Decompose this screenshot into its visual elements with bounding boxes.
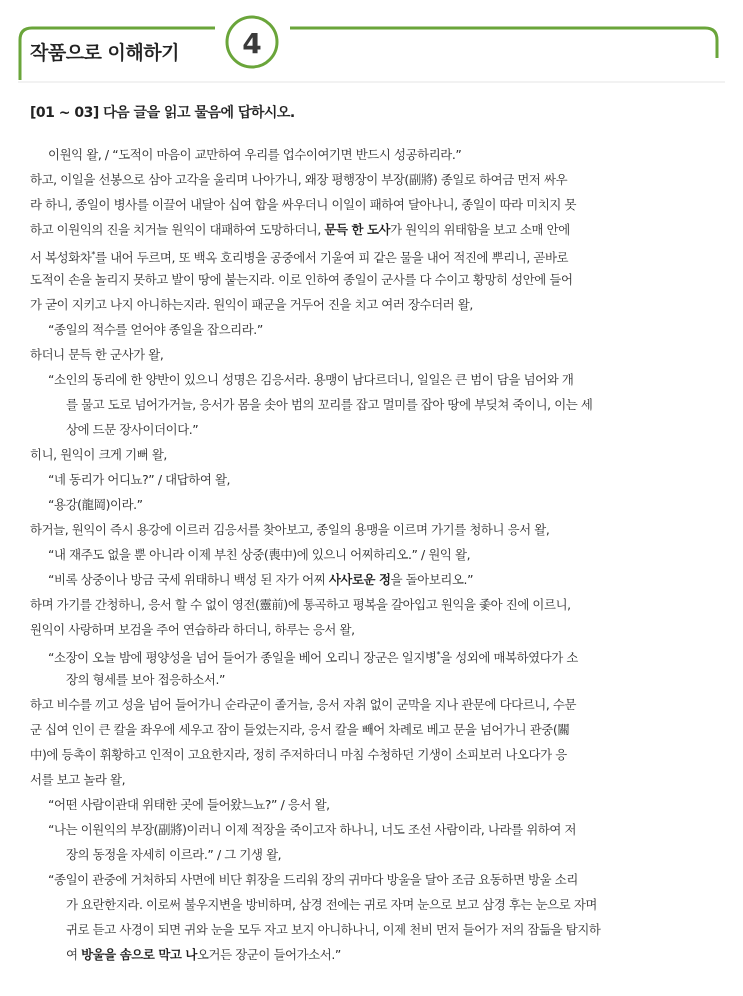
passage-text: “소인의 동리에 한 양반이 있으니 성명은 김응서라. 용맹이 남다르더니, 일일은 큰 범이 담을 넘어와 개	[48, 372, 574, 387]
passage-line	[30, 242, 715, 267]
passage-line	[30, 617, 715, 642]
passage-line	[30, 467, 715, 492]
question-instruction	[30, 102, 295, 122]
passage-line	[30, 767, 715, 792]
section-title: 작품으로 이해하기	[30, 42, 179, 64]
passage-text: 도적이 손을 놀리지 못하고 발이 땅에 붙는지라. 이로 인하여 종일이 군사를 다 수이고 황망히 성안에 들어	[30, 272, 573, 287]
passage-text: 를 내어 두르며, 또 백옥 호리병을 공중에서 기울여 피 같은 물을 내어 적진에 뿌리니, 곧바로	[95, 250, 569, 266]
passage-text: 장의 형세를 보아 접응하소서.”	[66, 672, 226, 687]
passage-text: 서를 보고 놀라 왈,	[30, 772, 126, 787]
passage-line	[30, 267, 715, 292]
passage-line	[30, 592, 715, 617]
passage-line	[30, 167, 715, 192]
passage-line	[30, 942, 715, 967]
passage-text: 상에 드문 장사이더이다.”	[66, 422, 199, 437]
passage-text: 하고 이원익의 진을 치거늘 원익이 대패하여 도망하더니,	[30, 222, 325, 237]
passage-text: 장의 동정을 자세히 이르라.” / 그 기생 왈,	[66, 847, 282, 862]
passage-line	[30, 567, 715, 592]
emphasized-phrase: 방울을 솜으로 막고 나	[81, 947, 197, 962]
emphasized-phrase: 사사로운 정	[328, 572, 391, 587]
passage-line	[30, 792, 715, 817]
passage-line	[30, 342, 715, 367]
passage-text: “네 동리가 어디뇨?” / 대답하여 왈,	[48, 472, 231, 487]
passage-text: 가 요란한지라. 이로써 불우지변을 방비하며, 삼경 전에는 귀로 자며 눈으로 보고 삼경 후는 눈으로 자며	[66, 897, 597, 912]
passage-body	[30, 142, 715, 967]
passage-text: 를 물고 도로 넘어가거늘, 응서가 몸을 솟아 범의 꼬리를 잡고 멀미를 잡아 땅에 부딪쳐 죽이니, 이는 세	[66, 397, 593, 412]
passage-line	[30, 292, 715, 317]
passage-line	[30, 142, 715, 167]
passage-text: “종일의 적수를 얻어야 종일을 잡으리라.”	[48, 322, 263, 337]
passage-text: 하며 가기를 간청하니, 응서 할 수 없이 영전(靈前)에 통곡하고 평복을 갈아입고 원익을 좇아 진에 이르니,	[30, 597, 571, 612]
passage-text: 中)에 등촉이 휘황하고 인적이 고요한지라, 정히 주저하더니 마침 수청하던 기생이 소피보러 나오다가 응	[30, 747, 567, 762]
passage-line	[30, 642, 715, 667]
passage-line	[30, 317, 715, 342]
passage-line	[30, 417, 715, 442]
emphasized-phrase: 문득 한 도사	[324, 222, 391, 237]
passage-line	[30, 367, 715, 392]
passage-text: “어떤 사람이관대 위태한 곳에 들어왔느뇨?” / 응서 왈,	[48, 797, 330, 812]
question-range: [01 ~ 03]	[30, 105, 99, 121]
passage-text: 하더니 문득 한 군사가 왈,	[30, 347, 164, 362]
passage-line	[30, 517, 715, 542]
passage-text: 을 성외에 매복하였다가 소	[440, 650, 578, 666]
passage-line	[30, 392, 715, 417]
passage-text: “비록 상중이나 방금 국세 위태하니 백성 된 자가 어찌	[48, 572, 329, 587]
passage-text: “종일이 관중에 거처하되 사면에 비단 휘장을 드리워 장의 귀마다 방울을 달아 조금 요동하면 방울 소리	[48, 872, 578, 887]
passage-text: “소장이 오늘 밤에 평양성을 넘어 들어가 종일을 베어 오리니 장군은 일지병	[48, 650, 437, 666]
passage-line	[30, 692, 715, 717]
passage-line	[30, 742, 715, 767]
passage-line	[30, 442, 715, 467]
passage-text: 히니, 원익이 크게 기뻐 왈,	[30, 447, 167, 462]
passage-text: 원익이 사랑하며 보검을 주어 연습하라 하더니, 하루는 응서 왈,	[30, 622, 355, 637]
passage-text: “용강(龍岡)이라.”	[48, 497, 143, 512]
passage-text: 여	[66, 947, 82, 962]
passage-line	[30, 217, 715, 242]
section-number-badge: 4	[242, 27, 262, 60]
footnote-mark: *	[436, 650, 441, 659]
passage-text: 가 원익의 위태함을 보고 소매 안에	[390, 222, 570, 237]
passage-text: “내 재주도 없을 뿐 아니라 이제 부친 상중(喪中)에 있으니 어찌하리오.” / 원익 왈,	[48, 547, 471, 562]
footnote-mark: *	[91, 250, 95, 259]
passage-line	[30, 842, 715, 867]
passage-text: 하고, 이일을 선봉으로 삼아 고각을 울리며 나아가니, 왜장 평행장이 부장(副將) 종일로 하여금 먼저 싸우	[30, 172, 568, 187]
passage-line	[30, 542, 715, 567]
passage-text: 하거늘, 원익이 즉시 용강에 이르러 김응서를 찾아보고, 종일의 용맹을 이르며 가기를 청하니 응서 왈,	[30, 522, 550, 537]
passage-text: 라 하니, 종일이 병사를 이끌어 내달아 십여 합을 싸우더니 이일이 패하여 달아나니, 종일이 따라 미치지 못	[30, 197, 577, 212]
passage-text: 을 돌아보리오.”	[390, 572, 474, 587]
passage-text: 서 복성화차	[30, 250, 92, 266]
passage-text: 이원익 왈, / “도적이 마음이 교만하여 우리를 업수이여기면 반드시 성공하리라.”	[48, 147, 462, 162]
passage-line	[30, 492, 715, 517]
passage-line	[30, 667, 715, 692]
question-text: 다음 글을 읽고 물음에 답하시오.	[103, 105, 295, 121]
passage-line	[30, 817, 715, 842]
passage-text: 가 굳이 지키고 나지 아니하는지라. 원익이 패군을 거두어 진을 치고 여러 장수더러 왈,	[30, 297, 473, 312]
passage-line	[30, 917, 715, 942]
section-header	[0, 0, 743, 90]
passage-line	[30, 867, 715, 892]
passage-text: “나는 이원익의 부장(副將)이러니 이제 적장을 죽이고자 하나니, 너도 조선 사람이라, 나라를 위하여 저	[48, 822, 577, 837]
passage-line	[30, 717, 715, 742]
passage-text: 하고 비수를 끼고 성을 넘어 들어가니 순라군이 졸거늘, 응서 자취 없이 군막을 지나 관문에 다다르니, 수문	[30, 697, 577, 712]
passage-text: 귀로 듣고 사경이 되면 귀와 눈을 모두 자고 보지 아니하나니, 이제 천비 먼저 들어가 저의 잠듦을 탐지하	[66, 922, 601, 937]
passage-text: 오거든 장군이 들어가소서.”	[196, 947, 341, 962]
passage-line	[30, 892, 715, 917]
passage-line	[30, 192, 715, 217]
passage-text: 군 십여 인이 큰 칼을 좌우에 세우고 잠이 들었는지라, 응서 칼을 빼어 차례로 베고 문을 넘어가니 관중(關	[30, 722, 570, 737]
